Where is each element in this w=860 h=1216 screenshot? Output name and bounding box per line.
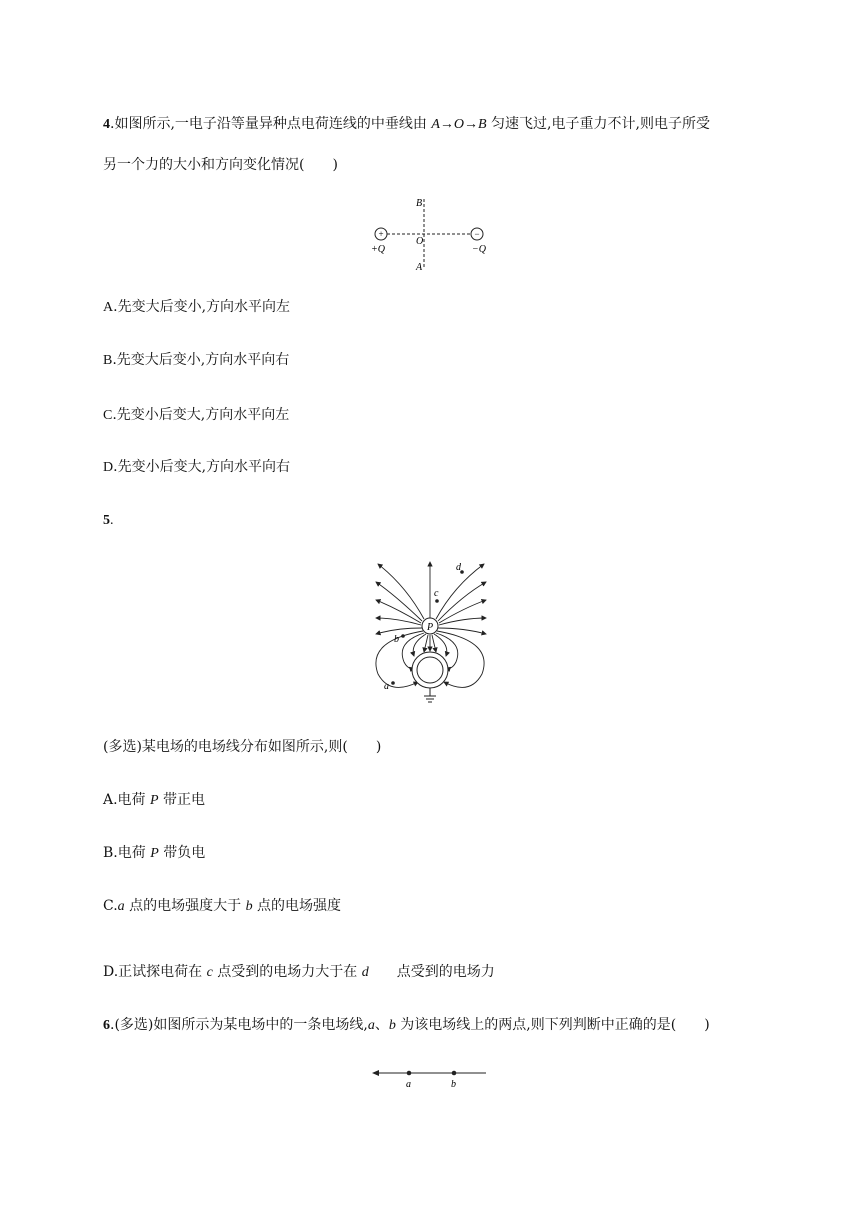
q5-option-C [103,896,341,917]
q4-option-B [103,350,289,371]
q5-heading [103,510,114,531]
q5-option-D-mid: 点受到的电场力大于在 [212,964,362,980]
q6-label-a: a [406,1079,411,1090]
q5-option-C-suffix: 点的电场强度 [252,898,342,914]
q5-option-B-prefix: B.电荷 [103,845,151,861]
q4-label-O: O [416,236,424,247]
q4-option-D [103,457,290,478]
q5-option-D-var2: d [361,965,369,980]
q6-number: 6 [103,1018,110,1033]
q5-option-C-var2: b [245,899,253,914]
q4-arrow-1: → [439,117,454,132]
q4-option-A-letter: A [103,300,114,315]
q6-point-b [452,1071,457,1076]
q5-number: 5 [103,513,110,528]
q5-point-b [401,634,405,638]
q5-option-C-mid: 点的电场强度大于 [124,898,246,914]
q5-figure [366,556,496,706]
q6-stem-text-b: 为该电场线上的两点,则下列判断中正确的是( ) [395,1017,710,1033]
q4-point-A: A [431,117,440,132]
q6-arrowhead-icon [372,1070,379,1076]
q6-separator: 、 [374,1017,389,1033]
q6-stem [103,1015,710,1036]
q6-figure [368,1064,492,1092]
q5-label-c: c [434,588,439,599]
q5-label-d: d [456,562,461,573]
q5-option-D [103,962,495,983]
q5-label-a: a [384,681,389,692]
q4-label-B: B [416,198,423,209]
q4-option-C-text: .先变小后变大,方向水平向左 [112,407,290,423]
q4-option-B-letter: B [103,353,113,368]
q5-conductor-inner [417,657,443,683]
q5-option-A-prefix: A.电荷 [103,792,151,808]
q5-option-D-suffix: 点受到的电场力 [368,964,495,980]
q6-var-b: b [388,1018,396,1033]
q4-option-B-text: .先变大后变小,方向水平向右 [112,352,290,368]
q4-number: 4 [103,117,110,132]
q6-point-a [407,1071,412,1076]
q4-option-D-letter: D [103,460,114,475]
q5-option-A-suffix: 带正电 [158,792,206,808]
q5-option-A-var: P [150,793,159,808]
q4-option-D-text: .先变小后变大,方向水平向右 [113,459,291,475]
q5-label-P: P [426,622,434,633]
q5-dot: . [110,513,114,528]
q4-stem-line2: 另一个力的大小和方向变化情况( ) [103,157,338,173]
q4-option-A [103,297,290,318]
q4-option-A-text: .先变大后变小,方向水平向左 [113,299,291,315]
q4-option-C-letter: C [103,408,113,423]
q4-label-A: A [416,262,423,273]
q4-point-O: O [453,117,465,132]
q4-arrow-2: → [464,117,479,132]
q5-label-b: b [394,634,399,645]
q6-var-a: a [367,1018,375,1033]
q5-option-C-prefix: C. [103,898,118,914]
q4-stem-text-b: 匀速飞过,电子重力不计,则电子所受 [486,116,710,132]
q5-stem: (多选)某电场的电场线分布如图所示,则( ) [103,739,382,755]
q5-option-D-var1: c [206,965,213,980]
q5-option-B-suffix: 带负电 [158,845,206,861]
q4-minus-sign: − [474,229,480,239]
q4-label-plusQ: +Q [371,244,385,255]
q5-option-D-prefix: D.正试探电荷在 [103,964,207,980]
q4-label-minusQ: −Q [472,244,486,255]
q4-option-C [103,405,289,426]
q6-stem-text-a: .(多选)如图所示为某电场中的一条电场线, [110,1017,368,1033]
q5-option-C-var1: a [117,899,125,914]
q5-option-B [103,843,205,864]
q4-stem-text-a: .如图所示,一电子沿等量异种点电荷连线的中垂线由 [110,116,432,132]
ground-icon [424,688,436,702]
q5-point-c [435,599,439,603]
q4-plus-sign: + [378,229,384,239]
q4-point-B: B [478,117,487,132]
q4-stem-line1 [103,114,710,135]
q5-point-a [391,681,395,685]
q4-figure [360,193,500,273]
q5-option-A [103,790,205,811]
q5-option-B-var: P [150,846,159,861]
q6-label-b: b [451,1079,456,1090]
